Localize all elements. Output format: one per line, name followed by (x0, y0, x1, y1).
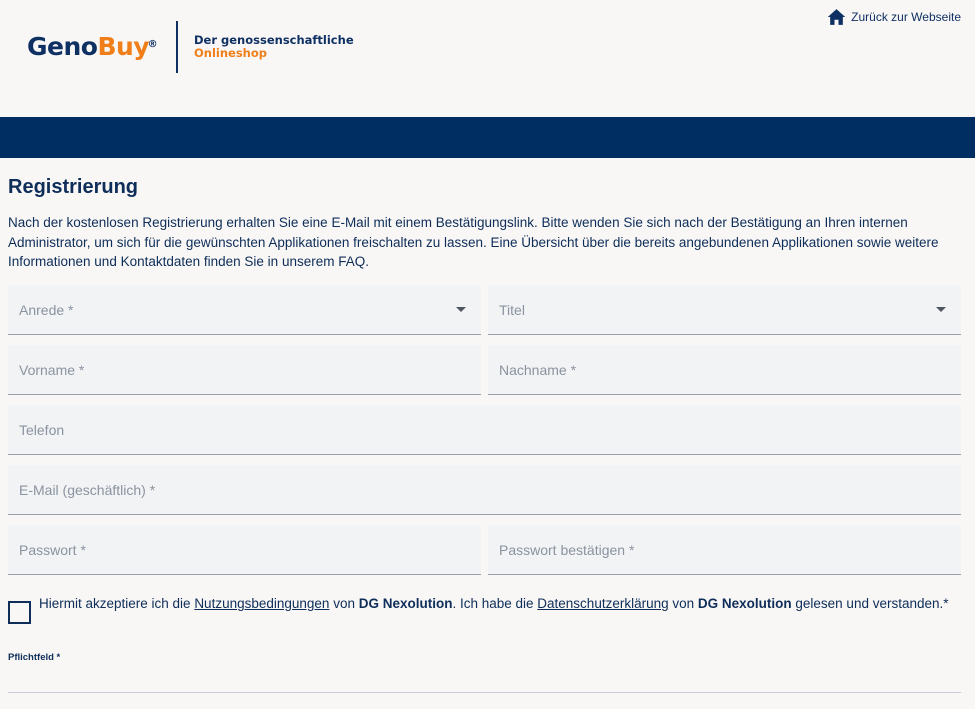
genobuy-logo[interactable] (27, 32, 158, 62)
consent-text-part: von (329, 596, 359, 611)
divider (8, 692, 961, 693)
required-field-note: Pflichtfeld * (8, 652, 61, 663)
logo-divider (176, 21, 178, 73)
logo-text-geno: Geno (27, 32, 98, 61)
tagline-line2: Onlineshop (194, 46, 267, 60)
intro-text: Nach der kostenlosen Registrierung erhalten Sie eine E-Mail mit einem Bestätigungslink. Bitte wenden Sie sich nach der Bestätigung an Ihren internen Administrator, um sich für die gewünschten Applikationen freischalten zu lassen. Eine Übersicht über die bereits angebundenen Applikationen sowie weitere Informationen und Kontaktdaten finden Sie in unserem FAQ. (8, 215, 939, 269)
tagline-line1: Der genossenschaftliche (194, 33, 354, 47)
chevron-down-icon (936, 307, 946, 312)
privacy-link[interactable]: Datenschutzerklärung (537, 596, 669, 611)
consent-text-part: Hiermit akzeptiere ich die (39, 596, 195, 611)
back-link-label: Zurück zur Webseite (851, 10, 961, 24)
password-input[interactable] (8, 525, 481, 575)
logo-tagline (194, 34, 354, 60)
title-select[interactable] (488, 285, 961, 335)
page-title: Registrierung (8, 176, 139, 198)
logo-text-buy: Buy (97, 32, 150, 61)
lastname-input[interactable] (488, 345, 961, 395)
home-icon (827, 8, 846, 26)
salutation-select[interactable] (8, 285, 481, 335)
firstname-input[interactable] (8, 345, 481, 395)
header (0, 0, 975, 117)
registered-mark: ® (147, 39, 158, 50)
consent-text-part: gelesen und verstanden.* (791, 596, 949, 611)
title-placeholder: Titel (499, 302, 525, 318)
company-name: DG Nexolution (697, 596, 792, 611)
consent-checkbox[interactable] (8, 601, 31, 624)
consent-text-part: . Ich habe die (452, 596, 538, 611)
company-name: DG Nexolution (358, 596, 453, 611)
phone-placeholder: Telefon (19, 422, 65, 438)
header-banner (0, 117, 975, 158)
chevron-down-icon (456, 307, 466, 312)
consent-text-part: von (668, 596, 698, 611)
firstname-placeholder: Vorname * (19, 362, 85, 378)
password-placeholder: Passwort * (19, 542, 86, 558)
email-placeholder: E-Mail (geschäftlich) * (19, 482, 156, 498)
salutation-placeholder: Anrede * (19, 302, 74, 318)
back-to-website-link[interactable] (827, 8, 961, 26)
terms-link[interactable]: Nutzungsbedingungen (194, 596, 330, 611)
lastname-placeholder: Nachname * (499, 362, 577, 378)
email-input[interactable] (8, 465, 961, 515)
phone-input[interactable] (8, 405, 961, 455)
password-confirm-placeholder: Passwort bestätigen * (499, 542, 635, 558)
password-confirm-input[interactable] (488, 525, 961, 575)
consent-text (39, 592, 949, 615)
main-content (8, 158, 961, 272)
